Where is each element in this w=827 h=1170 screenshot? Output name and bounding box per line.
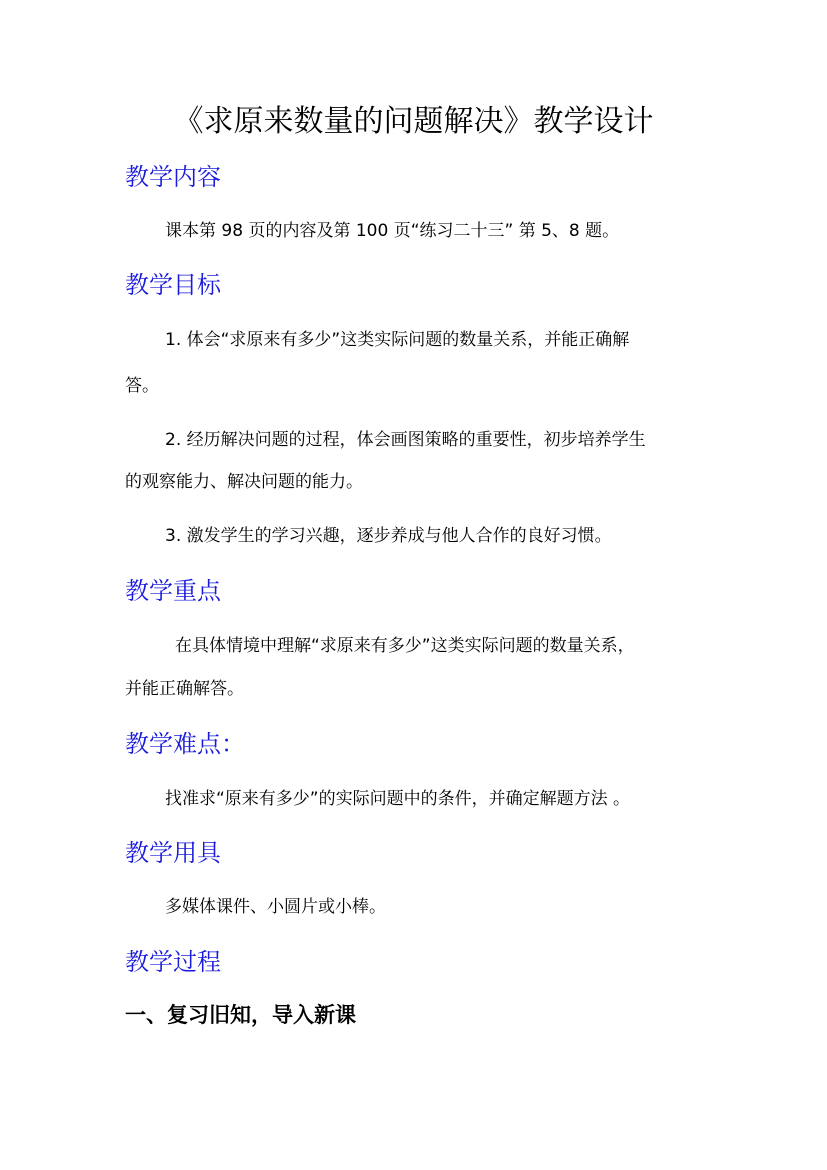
section-heading-objectives: 教学目标 [125,271,221,299]
section-content-line-1: 课本第 98 页的内容及第 100 页“练习二十三” 第 5、8 题。 [165,221,620,241]
section-heading-content: 教学内容 [125,163,221,191]
section-heading-key-points: 教学重点 [125,577,221,605]
section-heading-process: 教学过程 [125,948,221,976]
difficulties-line-1: 找准求“原来有多少”的实际问题中的条件，并确定解题方法 。 [165,789,631,809]
section-heading-tools: 教学用具 [125,839,221,867]
objective-1-line-1: 1. 体会“求原来有多少”这类实际问题的数量关系，并能正确解 [165,330,630,350]
section-heading-difficulties: 教学难点： [125,730,245,758]
key-points-line-1: 在具体情境中理解“求原来有多少”这类实际问题的数量关系， [175,636,635,656]
objective-2-line-2: 的观察能力、解决问题的能力。 [125,472,363,492]
objective-2-line-1: 2. 经历解决问题的过程，体会画图策略的重要性，初步培养学生 [165,430,646,450]
document-title: 《求原来数量的问题解决》教学设计 [173,104,654,139]
process-subheading: 一、复习旧知，导入新课 [125,1003,356,1027]
objective-1-line-2: 答。 [125,376,159,396]
key-points-line-2: 并能正确解答。 [125,679,244,699]
objective-3-line-1: 3. 激发学生的学习兴趣，逐步养成与他人合作的良好习惯。 [165,526,612,546]
tools-line-1: 多媒体课件、小圆片或小棒。 [165,897,386,917]
